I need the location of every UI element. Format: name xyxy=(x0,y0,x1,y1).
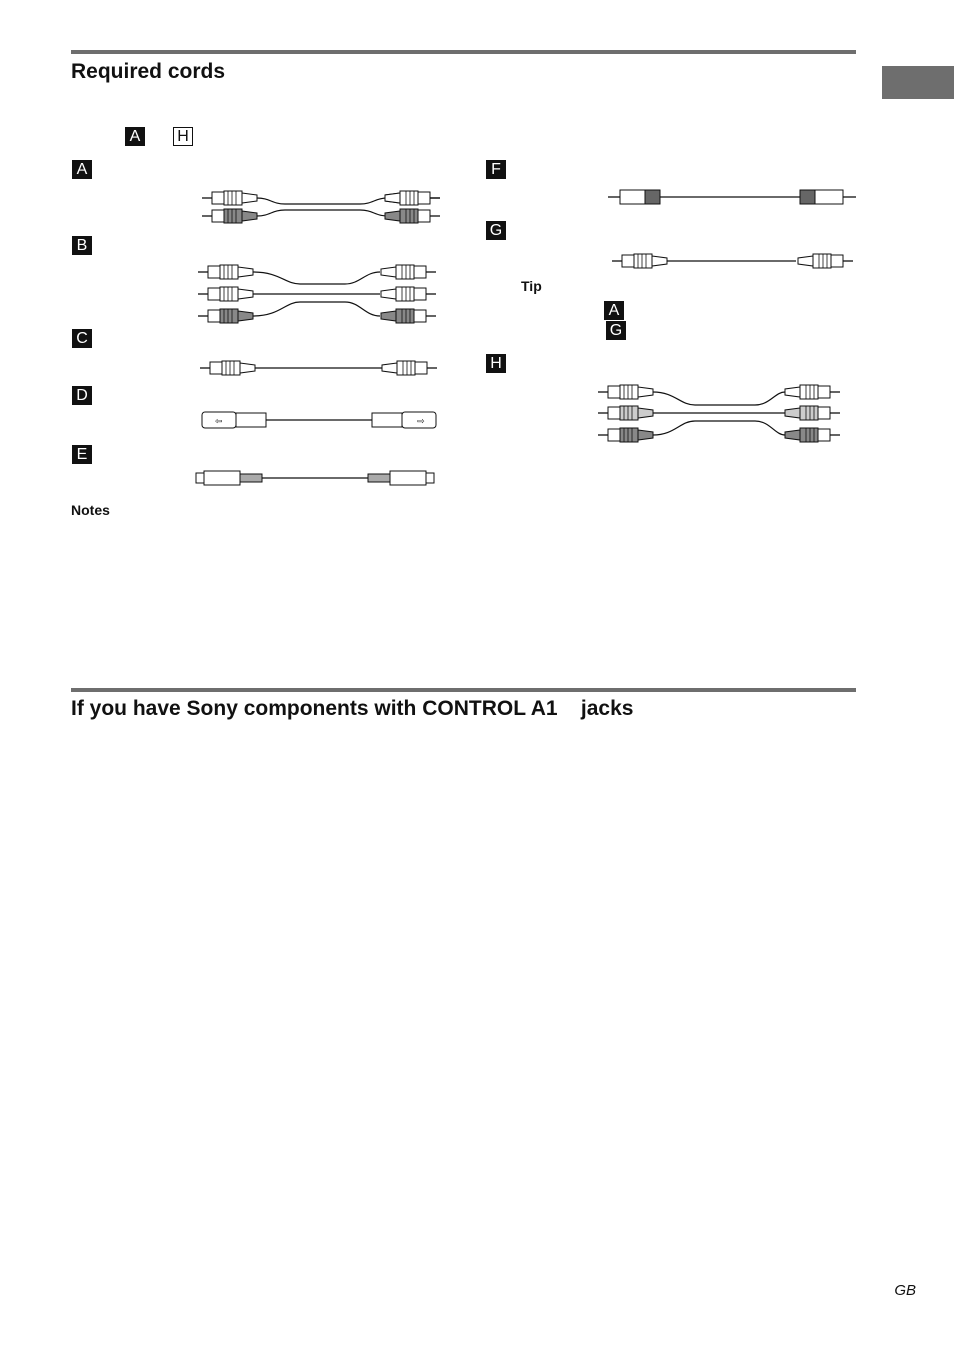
svg-text:⇨: ⇨ xyxy=(417,417,425,427)
cord-badge-e: E xyxy=(72,445,92,464)
section-title-control-a1: If you have Sony components with CONTROL A1 jacks xyxy=(71,697,634,720)
tip-label: Tip xyxy=(521,278,542,294)
range-badge-end: H xyxy=(173,127,193,146)
notes-label: Notes xyxy=(71,502,110,518)
cord-badge-c: C xyxy=(72,329,92,348)
range-badge-start: A xyxy=(125,127,145,146)
section-title-required-cords: Required cords xyxy=(71,60,226,83)
cord-badge-a: A xyxy=(72,160,92,179)
svg-text:⇦: ⇦ xyxy=(215,417,223,427)
cord-badge-h: H xyxy=(486,354,506,373)
cord-badge-f: F xyxy=(486,160,506,179)
cord-badge-g: G xyxy=(486,221,506,240)
section-rule-control-a1 xyxy=(71,688,856,692)
tip-badge-g: G xyxy=(606,321,626,340)
cord-badge-d: D xyxy=(72,386,92,405)
cord-badge-b: B xyxy=(72,236,92,255)
page-footer-gb: GB xyxy=(894,1282,916,1299)
tip-badge-a: A xyxy=(604,301,624,320)
